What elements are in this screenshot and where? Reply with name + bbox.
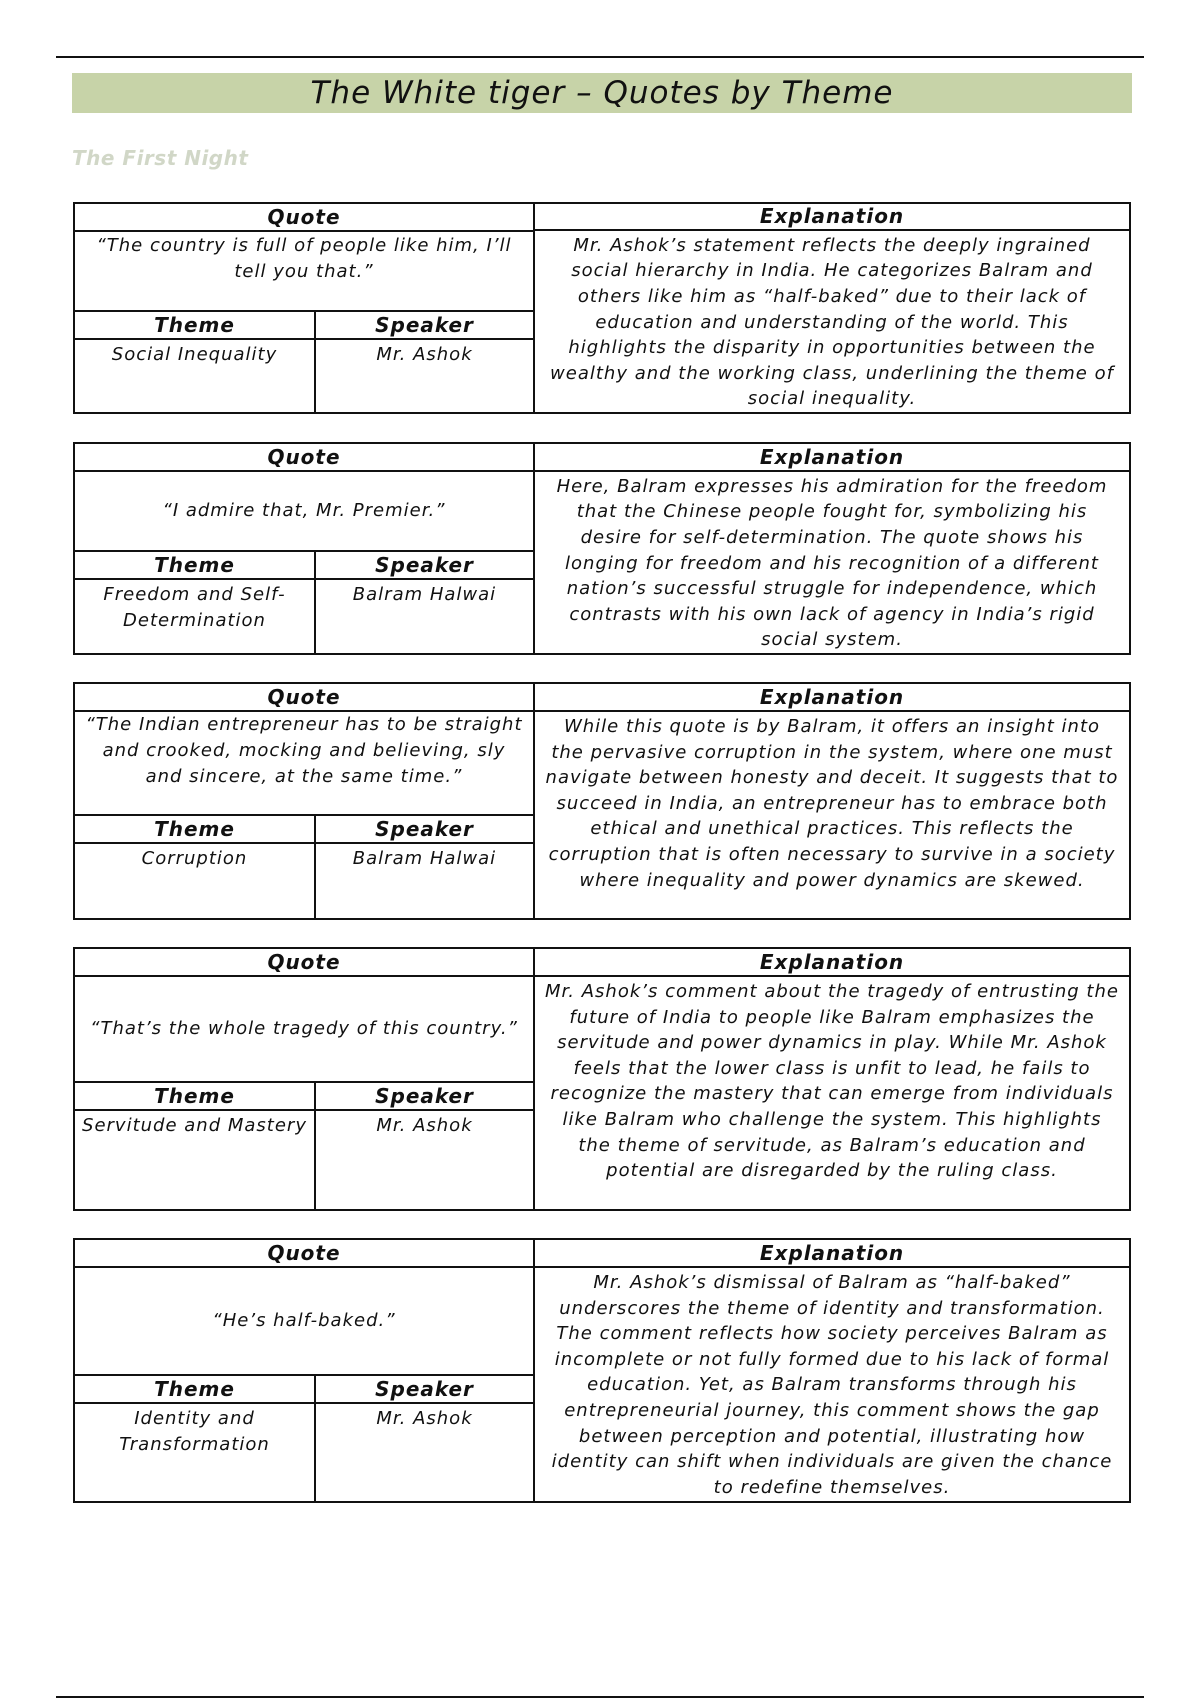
explanation-header: Explanation [535,1240,1129,1268]
quote-header: Quote [75,684,533,712]
quote-text: “That’s the whole tragedy of this country.” [75,977,533,1083]
title-banner [72,73,1132,113]
quote-text: “The country is full of people like him, I’ll tell you that.” [75,232,533,312]
theme-speaker-row [75,340,533,412]
theme-speaker-row [75,844,533,918]
quote-card [73,442,1131,655]
speaker-value: Mr. Ashok [376,1408,473,1429]
theme-value: Corruption [75,844,316,918]
theme-value: Freedom and Self-Determination [75,580,316,653]
explanation-header: Explanation [535,684,1129,712]
explanation-text: While this quote is by Balram, it offers an insight into the pervasive corruption in the system, where one must navigate between honesty and deceit. It suggests that to succeed in India, an entrepreneur has to embrace both ethical and unethical practices. This reflects the corruption that is often necessary to survive in a society where inequality and power dynamics are skewed. [545,716,1119,891]
explanation-header: Explanation [535,444,1129,472]
explanation-text: Mr. Ashok’s dismissal of Balram as “half-baked” underscores the theme of identity and transformation. The comment reflects how society perceives Balram as incomplete or not fully formed due to his lack of formal education. Yet, as Balram transforms through his entrepreneurial journey, this comment shows the gap between perception and potential, illustrating how identity can shift when individuals are given the chance to redefine themselves. [551,1272,1113,1498]
quote-header: Quote [75,204,533,232]
explanation-header: Explanation [535,949,1129,977]
theme-header: Theme [75,312,316,338]
quote-column [75,949,535,1209]
quote-header: Quote [75,949,533,977]
explanation-text: Here, Balram expresses his admiration for the freedom that the Chinese people fought for, symbolizing his desire for self-determination. The quote shows his longing for freedom and his recognition of a different nation’s successful struggle for independence, which contrasts with his own lack of agency in India’s rigid social system. [556,475,1108,651]
theme-speaker-row [75,1404,533,1501]
quote-card [73,947,1131,1211]
theme-speaker-row [75,580,533,653]
explanation-column [535,1240,1129,1501]
quote-column [75,204,535,412]
theme-speaker-header-row [75,552,533,580]
quote-text: “He’s half-baked.” [75,1268,533,1376]
speaker-header: Speaker [375,817,474,841]
theme-speaker-header-row [75,1083,533,1111]
theme-speaker-header-row [75,312,533,340]
top-rule [56,56,1144,58]
explanation-column [535,684,1129,918]
section-heading: The First Night [72,146,249,170]
theme-speaker-header-row [75,816,533,844]
theme-header: Theme [75,816,316,842]
explanation-text: Mr. Ashok’s comment about the tragedy of entrusting the future of India to people like Balram emphasizes the servitude and power dynamics in play. While Mr. Ashok feels that the lower class is unfit to lead, he fails to recognize the mastery that can emerge from individuals like Balram who challenge the system. This highlights the theme of servitude, as Balram’s education and potential are disregarded by the ruling class. [545,981,1119,1182]
explanation-text: Mr. Ashok’s statement reflects the deeply ingrained social hierarchy in India. He categorizes Balram and others like him as “half-baked” due to their lack of education and understanding of the world. This highlights the disparity in opportunities between the wealthy and the working class, underlining the theme of social inequality. [550,234,1114,410]
speaker-value: Balram Halwai [352,584,497,605]
speaker-header: Speaker [375,313,474,337]
speaker-header: Speaker [375,553,474,577]
speaker-header: Speaker [375,1084,474,1108]
quote-text: “I admire that, Mr. Premier.” [75,472,533,552]
theme-value: Social Inequality [75,340,316,412]
theme-speaker-row [75,1111,533,1209]
speaker-value: Mr. Ashok [376,344,473,365]
explanation-header: Explanation [535,204,1129,231]
quote-column [75,684,535,918]
page-title: The White tiger – Quotes by Theme [310,75,894,111]
theme-header: Theme [75,1376,316,1402]
quote-card [73,682,1131,920]
theme-header: Theme [75,1083,316,1109]
explanation-column [535,204,1129,412]
quote-header: Quote [75,1240,533,1268]
theme-value: Identity and Transformation [75,1404,316,1501]
explanation-column [535,444,1129,653]
speaker-value: Mr. Ashok [376,1115,473,1136]
quote-card [73,202,1131,414]
speaker-value: Balram Halwai [352,848,497,869]
quote-card [73,1238,1131,1503]
quote-header: Quote [75,444,533,472]
quote-text: “The Indian entrepreneur has to be straight and crooked, mocking and believing, sly and sincere, at the same time.” [75,712,533,816]
theme-header: Theme [75,552,316,578]
quote-column [75,1240,535,1501]
theme-speaker-header-row [75,1376,533,1404]
speaker-header: Speaker [375,1377,474,1401]
quote-column [75,444,535,653]
theme-value: Servitude and Mastery [75,1111,316,1209]
explanation-column [535,949,1129,1209]
bottom-rule [56,1696,1144,1698]
